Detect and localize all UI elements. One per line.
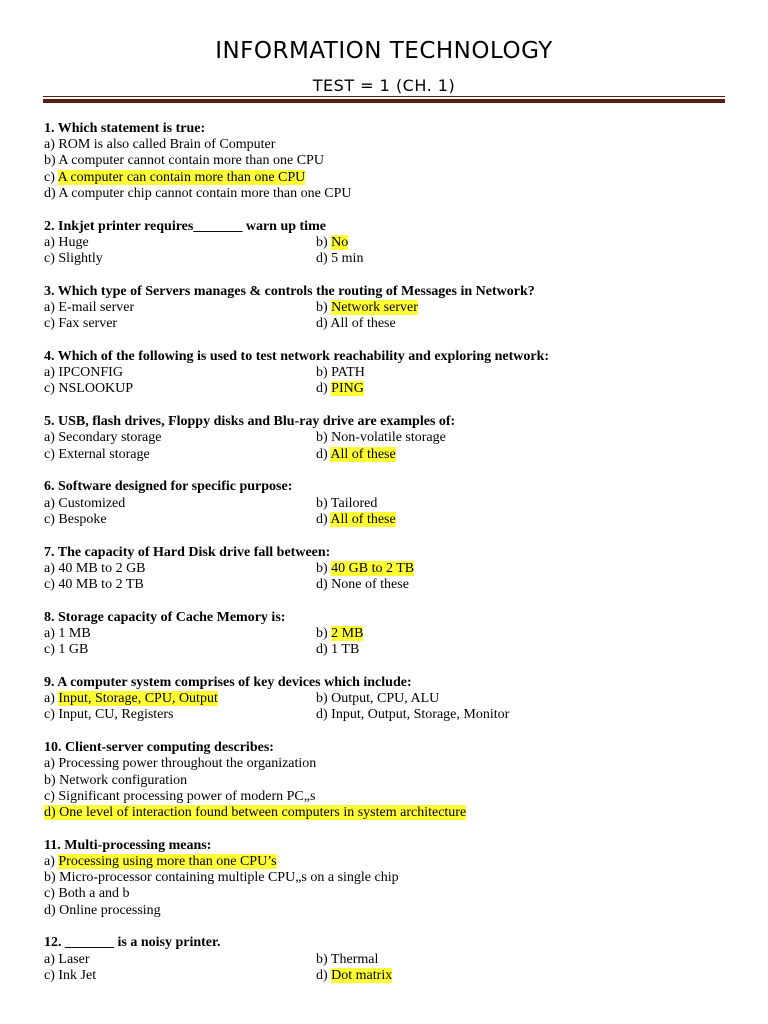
header-rule-thick (43, 99, 725, 103)
option-d: d) All of these (316, 446, 396, 462)
answer-options (44, 952, 734, 984)
option-a: a) Laser (44, 951, 90, 967)
highlighted-answer: No (331, 234, 349, 250)
option-text: IPCONFIG (58, 365, 123, 381)
question-text: 6. Software designed for specific purpose: (44, 479, 293, 495)
question-7 (44, 545, 734, 594)
option-text: Input, Output, Storage, Monitor (331, 707, 510, 723)
option-a: a) Secondary storage (44, 430, 162, 446)
answer-options (44, 561, 734, 593)
question-4 (44, 349, 734, 398)
highlighted-answer: A computer can contain more than one CPU (57, 169, 306, 185)
highlighted-answer: 2 MB (331, 626, 364, 642)
question-text: 2. Inkjet printer requires_______ warn up time (44, 218, 326, 234)
question-6 (44, 479, 734, 528)
option-d: d) Online processing (44, 902, 161, 918)
option-text: A computer cannot contain more than one CPU (58, 153, 324, 169)
answer-options (44, 365, 734, 397)
option-text: Thermal (330, 951, 379, 967)
option-a: a) Processing using more than one CPU’s (44, 854, 277, 870)
option-b: b) A computer cannot contain more than one CPU (44, 153, 324, 169)
option-a: a) Input, Storage, CPU, Output (44, 691, 218, 707)
option-b: b) 40 GB to 2 TB (316, 560, 415, 576)
option-c: c) Input, CU, Registers (44, 707, 174, 723)
highlighted-answer: All of these (330, 511, 396, 527)
option-text: Network configuration (59, 772, 188, 788)
option-b: b) Thermal (316, 951, 379, 967)
question-text: 5. USB, flash drives, Floppy disks and Blu-ray drive are examples of: (44, 414, 456, 430)
option-a: a) 40 MB to 2 GB (44, 560, 146, 576)
option-c: c) NSLOOKUP (44, 381, 134, 397)
option-text: ROM is also called Brain of Computer (58, 137, 276, 153)
question-10 (44, 740, 734, 821)
question-text: 8. Storage capacity of Cache Memory is: (44, 609, 286, 625)
highlighted-answer: 40 GB to 2 TB (331, 560, 415, 576)
question-9 (44, 675, 734, 724)
highlighted-answer: Dot matrix (331, 967, 393, 983)
option-c: c) A computer can contain more than one CPU (44, 169, 306, 185)
question-text: 4. Which of the following is used to test network reachability and exploring network: (44, 349, 550, 365)
answer-options (44, 691, 734, 723)
option-b: b) Network server (316, 300, 418, 316)
option-a: a) E-mail server (44, 300, 135, 316)
option-d: d) 1 TB (316, 642, 360, 658)
option-text: NSLOOKUP (58, 381, 134, 397)
option-a: a) Huge (44, 234, 89, 250)
option-c: c) Both a and b (44, 886, 130, 902)
option-text: None of these (331, 577, 409, 593)
option-text: Secondary storage (58, 430, 162, 446)
option-c: c) Ink Jet (44, 967, 97, 983)
option-text: Customized (58, 495, 126, 511)
option-b: b) 2 MB (316, 626, 364, 642)
option-text: Processing power throughout the organization (58, 756, 317, 772)
option-text: PATH (331, 365, 365, 381)
option-text: E-mail server (58, 300, 135, 316)
document-subtitle: TEST = 1 (CH. 1) (312, 76, 456, 95)
option-a: a) ROM is also called Brain of Computer (44, 137, 276, 153)
option-c: c) Fax server (44, 316, 118, 332)
option-text: Micro-processor containing multiple CPU„s on a single chip (59, 870, 399, 886)
option-text: A computer chip cannot contain more than one CPU (58, 185, 352, 201)
option-text: 1 GB (58, 642, 89, 658)
option-text: Online processing (59, 902, 161, 918)
question-1 (44, 121, 734, 202)
option-text: Input, CU, Registers (58, 707, 174, 723)
option-text: Significant processing power of modern PC„s (58, 788, 316, 804)
option-d (44, 805, 734, 821)
option-a: a) Customized (44, 495, 126, 511)
option-b: b) No (316, 234, 349, 250)
question-5 (44, 414, 734, 463)
highlighted-answer: All of these (330, 446, 396, 462)
option-text: External storage (58, 446, 150, 462)
question-text: 7. The capacity of Hard Disk drive fall between: (44, 544, 331, 560)
option-a: a) 1 MB (44, 626, 91, 642)
question-text: 9. A computer system comprises of key devices which include: (44, 675, 412, 691)
option-text: Ink Jet (58, 967, 97, 983)
question-text: 3. Which type of Servers manages & controls the routing of Messages in Network? (44, 283, 535, 299)
question-11 (44, 838, 734, 919)
option-text: Bespoke (58, 511, 107, 527)
option-c: c) 40 MB to 2 TB (44, 577, 144, 593)
option-text: Output, CPU, ALU (331, 691, 440, 707)
option-text: 1 TB (331, 642, 360, 658)
answer-options (44, 854, 734, 919)
question-3 (44, 284, 734, 333)
highlighted-answer: PING (331, 381, 364, 397)
answer-options (44, 756, 734, 821)
answer-options (44, 300, 734, 332)
option-b: b) Network configuration (44, 772, 188, 788)
option-text: Non-volatile storage (331, 430, 446, 446)
answer-options (44, 235, 734, 267)
option-b: b) Output, CPU, ALU (316, 691, 440, 707)
option-a: a) Processing power throughout the organization (44, 756, 317, 772)
option-d: d) PING (316, 381, 364, 397)
question-2 (44, 219, 734, 268)
question-text: 11. Multi-processing means: (44, 837, 212, 853)
option-text: Laser (58, 951, 90, 967)
highlighted-answer: d) One level of interaction found between computers in system architecture (44, 805, 467, 821)
answer-options (44, 626, 734, 658)
option-b: b) PATH (316, 365, 365, 381)
option-text: Both a and b (58, 886, 130, 902)
option-text: 40 MB to 2 TB (58, 577, 144, 593)
question-text: 10. Client-server computing describes: (44, 740, 274, 756)
header-rule-thin (43, 96, 725, 97)
option-b: b) Micro-processor containing multiple CPU„s on a single chip (44, 870, 399, 886)
answer-options (44, 496, 734, 528)
question-text: 12. _______ is a noisy printer. (44, 935, 221, 951)
highlighted-answer: Input, Storage, CPU, Output (58, 691, 218, 707)
option-text: Huge (58, 234, 89, 250)
option-b: b) Tailored (316, 495, 378, 511)
option-d: d) None of these (316, 577, 409, 593)
option-text: 1 MB (58, 626, 91, 642)
option-c: c) External storage (44, 446, 150, 462)
highlighted-answer: Processing using more than one CPU’s (58, 854, 277, 870)
option-d: d) Dot matrix (316, 967, 393, 983)
document-title: INFORMATION TECHNOLOGY (215, 38, 553, 64)
option-d: d) All of these (316, 511, 396, 527)
answer-options (44, 430, 734, 462)
question-8 (44, 610, 734, 659)
option-text: All of these (330, 316, 396, 332)
question-list (44, 121, 734, 1001)
option-d: d) A computer chip cannot contain more than one CPU (44, 185, 352, 201)
option-b: b) Non-volatile storage (316, 430, 446, 446)
option-c: c) 1 GB (44, 642, 89, 658)
answer-options (44, 137, 734, 202)
option-a: a) IPCONFIG (44, 365, 123, 381)
question-text: 1. Which statement is true: (44, 121, 206, 136)
option-d: d) 5 min (316, 251, 364, 267)
option-text: Fax server (58, 316, 118, 332)
option-text: Slightly (58, 251, 103, 267)
option-c: c) Slightly (44, 251, 103, 267)
option-c: c) Bespoke (44, 511, 107, 527)
option-text: Tailored (330, 495, 378, 511)
option-text: 5 min (331, 251, 364, 267)
option-d: d) All of these (316, 316, 396, 332)
highlighted-answer: Network server (331, 300, 418, 316)
option-d: d) Input, Output, Storage, Monitor (316, 707, 510, 723)
question-12 (44, 935, 734, 984)
option-c: c) Significant processing power of modern PC„s (44, 788, 316, 804)
option-text: 40 MB to 2 GB (58, 560, 146, 576)
